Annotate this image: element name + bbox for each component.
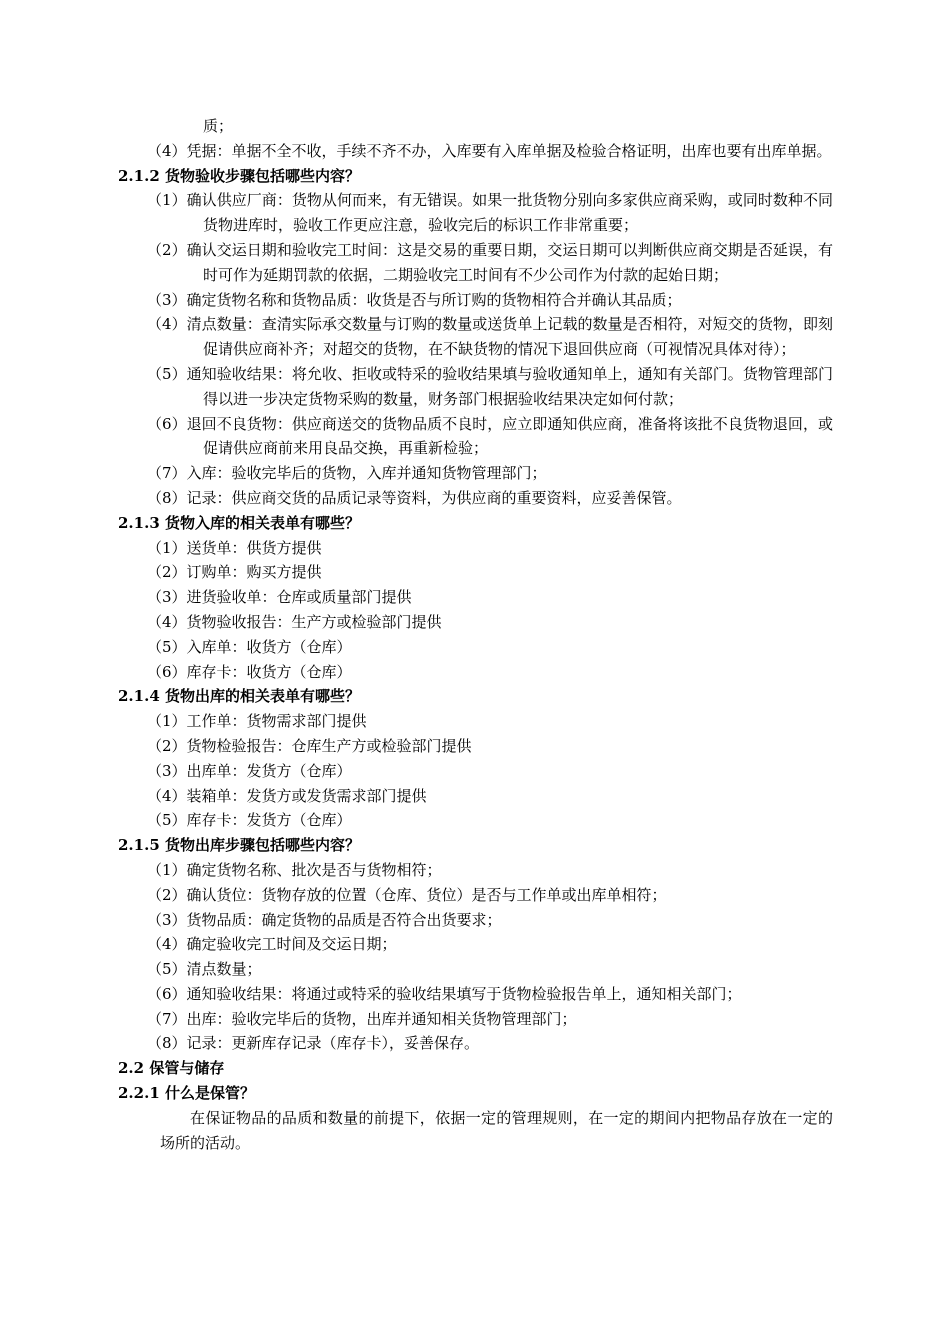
list-item: （4）装箱单：发货方或发货需求部门提供 bbox=[147, 786, 427, 805]
list-item: （8）记录：供应商交货的品质记录等资料，为供应商的重要资料，应妥善保管。 bbox=[147, 488, 682, 507]
list-item: （6）通知验收结果：将通过或特采的验收结果填写于货物检验报告单上，通知相关部门； bbox=[147, 984, 742, 1003]
list-item: （2）确认交运日期和验收完工时间：这是交易的重要日期，交运日期可以判断供应商交期是否延误，有时可作为延期罚款的依据，二期验收完工时间有不少公司作为付款的起始日期； bbox=[147, 240, 833, 284]
paragraph: 在保证物品的品质和数量的前提下，依据一定的管理规则，在一定的期间内把物品存放在一定的场所的活动。 bbox=[160, 1108, 833, 1152]
list-item: （4）货物验收报告：生产方或检验部门提供 bbox=[147, 612, 442, 631]
list-item: （3）确定货物名称和货物品质：收货是否与所订购的货物相符合并确认其品质； bbox=[147, 290, 682, 309]
list-item: （4）清点数量：查清实际承交数量与订购的数量或送货单上记载的数量是否相符，对短交的货物，即刻促请供应商补齐；对超交的货物，在不缺货物的情况下退回供应商（可视情况具体对待）； bbox=[147, 315, 833, 359]
section-heading: 2.2 保管与储存 bbox=[118, 1059, 225, 1078]
list-item: （2）订购单：购买方提供 bbox=[147, 563, 322, 582]
list-item: （1）工作单：货物需求部门提供 bbox=[147, 712, 367, 731]
list-item: （1）确定货物名称、批次是否与货物相符； bbox=[147, 860, 442, 879]
list-item: （6）退回不良货物：供应商送交的货物品质不良时，应立即通知供应商，准备将该批不良货物退回，或促请供应商前来用良品交换，再重新检验； bbox=[147, 414, 833, 458]
list-item: （1）送货单：供货方提供 bbox=[147, 538, 322, 557]
section-heading: 2.1.5 货物出库步骤包括哪些内容？ bbox=[118, 836, 360, 855]
section-heading: 2.1.4 货物出库的相关表单有哪些？ bbox=[118, 687, 360, 706]
list-item: （2）货物检验报告：仓库生产方或检验部门提供 bbox=[147, 736, 472, 755]
list-item: （5）入库单：收货方（仓库） bbox=[147, 637, 352, 656]
list-item-continuation: 质； bbox=[203, 117, 234, 135]
list-item: （1）确认供应厂商：货物从何而来，有无错误。如果一批货物分别向多家供应商采购，或同时数种不同货物进库时，验收工作更应注意，验收完后的标识工作非常重要； bbox=[147, 191, 833, 235]
document-body bbox=[118, 114, 833, 1155]
list-item: （4）凭据：单据不全不收，手续不齐不办，入库要有入库单据及检验合格证明，出库也要有出库单据。 bbox=[147, 141, 832, 160]
section-heading: 2.1.2 货物验收步骤包括哪些内容？ bbox=[118, 166, 360, 185]
list-item: （2）确认货位：货物存放的位置（仓库、货位）是否与工作单或出库单相符； bbox=[147, 885, 667, 904]
list-item: （4）确定验收完工时间及交运日期； bbox=[147, 935, 397, 954]
list-item: （8）记录：更新库存记录（库存卡），妥善保存。 bbox=[147, 1034, 480, 1053]
list-item: （3）进货验收单：仓库或质量部门提供 bbox=[147, 588, 412, 607]
section-heading: 2.2.1 什么是保管？ bbox=[118, 1084, 255, 1103]
list-item: （5）清点数量； bbox=[147, 960, 262, 979]
section-heading: 2.1.3 货物入库的相关表单有哪些？ bbox=[118, 513, 360, 532]
list-item: （5）通知验收结果：将允收、拒收或特采的验收结果填与验收通知单上，通知有关部门。货物管理部门得以进一步决定货物采购的数量，财务部门根据验收结果决定如何付款； bbox=[147, 364, 833, 408]
list-item: （3）货物品质：确定货物的品质是否符合出货要求； bbox=[147, 910, 502, 929]
list-item: （5）库存卡：发货方（仓库） bbox=[147, 811, 352, 830]
list-item: （7）出库：验收完毕后的货物，出库并通知相关货物管理部门； bbox=[147, 1009, 577, 1028]
list-item: （7）入库：验收完毕后的货物，入库并通知货物管理部门； bbox=[147, 464, 547, 483]
list-item: （3）出库单：发货方（仓库） bbox=[147, 761, 352, 780]
list-item: （6）库存卡：收货方（仓库） bbox=[147, 662, 352, 681]
